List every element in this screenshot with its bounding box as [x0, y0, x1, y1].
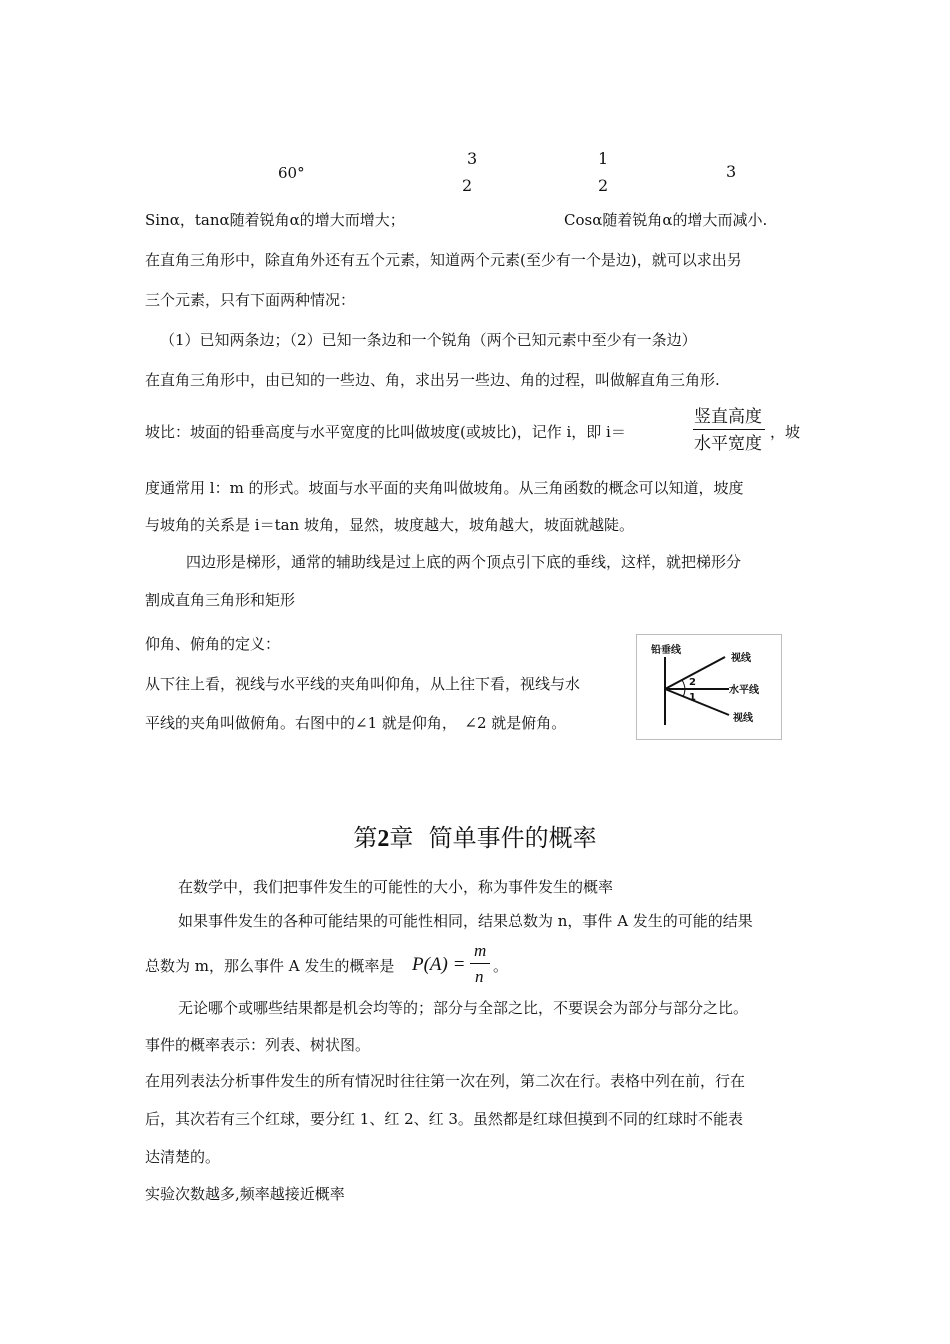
probability-definition: 在数学中，我们把事件发生的可能性的大小，称为事件发生的概率 [178, 878, 614, 896]
angle-2-label: 2 [689, 677, 696, 688]
sight-up-label: 视线 [731, 653, 751, 664]
elevation-title: 仰角、俯角的定义： [145, 635, 281, 653]
angle-60: 60° [278, 164, 305, 182]
formula-denominator: n [475, 967, 484, 986]
slope-definition-b: ，坡 [770, 423, 801, 441]
chapter-prefix: 第 [353, 824, 378, 852]
table-method-line-3: 达清楚的。 [145, 1148, 221, 1166]
horizontal-label: 水平线 [729, 685, 759, 696]
trapezoid-line-1: 四边形是梯形，通常的辅助线是过上底的两个顶点引下底的垂线，这样，就把梯形分 [186, 553, 742, 571]
chapter-number: 2 [377, 826, 390, 852]
chapter-suffix: 章 [389, 824, 414, 852]
slope-form-line-2: 与坡角的关系是 i＝tan 坡角，显然，坡度越大，坡角越大，坡面就越陡。 [145, 516, 634, 534]
angle-1-label: 1 [689, 692, 696, 703]
elevation-depression-figure [636, 634, 782, 740]
sin-denominator: 2 [462, 176, 473, 195]
chapter-title [0, 818, 950, 853]
equal-chance-note: 无论哪个或哪些结果都是机会均等的；部分与全部之比，不要误会为部分与部分之比。 [178, 999, 749, 1017]
slope-numerator: 竖直高度 [694, 407, 762, 427]
angle-arc-1 [683, 689, 685, 697]
slope-denominator: 水平宽度 [694, 434, 762, 454]
table-method-line-2: 后，其次若有三个红球，要分红 1、红 2、红 3。虽然都是红球但摸到不同的红球时不能表 [145, 1110, 743, 1128]
slope-definition-a: 坡比：坡面的铅垂高度与水平宽度的比叫做坡度(或坡比)，记作 i，即 i＝ [145, 423, 626, 441]
solve-definition: 在直角三角形中，由已知的一些边、角，求出另一些边、角的过程，叫做解直角三角形. [145, 371, 720, 389]
cos-numerator: 1 [598, 149, 609, 168]
elevation-line-2: 平线的夹角叫做俯角。右图中的∠1 就是仰角， ∠2 就是俯角。 [145, 714, 567, 732]
monotonic-right: Cosα随着锐角α的增大而减小. [564, 211, 768, 229]
experiment-note: 实验次数越多,频率越接近概率 [145, 1185, 345, 1203]
equal-outcomes-line-2b: 。 [493, 957, 509, 975]
probability-representation: 事件的概率表示：列表、树状图。 [145, 1036, 371, 1054]
figure-svg [637, 635, 781, 739]
monotonic-left: Sinα，tanα随着锐角α的增大而增大； [145, 211, 405, 229]
formula-lhs: P(A) = [412, 954, 466, 975]
sight-down-label: 视线 [733, 713, 753, 724]
tan-value: 3 [726, 162, 737, 181]
trapezoid-line-2: 割成直角三角形和矩形 [145, 591, 296, 609]
equal-outcomes-line-2a: 总数为 m，那么事件 A 发生的概率是 [145, 957, 395, 975]
five-elements-line-2: 三个元素，只有下面两种情况： [145, 291, 356, 309]
sight-line-down [665, 689, 729, 715]
formula-fraction-bar [470, 963, 490, 964]
elevation-line-1: 从下往上看，视线与水平线的夹角叫仰角，从上往下看，视线与水 [145, 675, 581, 693]
sin-numerator: 3 [467, 149, 478, 168]
table-method-line-1: 在用列表法分析事件发生的所有情况时往往第一次在列，第二次在行。表格中列在前，行在 [145, 1072, 746, 1090]
slope-fraction-bar [693, 429, 765, 430]
formula-numerator: m [474, 941, 487, 960]
angle-arc-2 [682, 680, 685, 689]
two-cases: （1）已知两条边；（2）已知一条边和一个锐角（两个已知元素中至少有一条边） [160, 331, 697, 349]
cos-denominator: 2 [598, 176, 609, 195]
five-elements-line-1: 在直角三角形中，除直角外还有五个元素，知道两个元素(至少有一个是边)，就可以求出另 [145, 251, 742, 269]
equal-outcomes-line-1: 如果事件发生的各种可能结果的可能性相同，结果总数为 n，事件 A 发生的可能的结果 [178, 912, 753, 930]
chapter-name: 简单事件的概率 [428, 824, 597, 852]
vertical-label: 铅垂线 [651, 645, 681, 656]
slope-form-line-1: 度通常用 l：m 的形式。坡面与水平面的夹角叫做坡角。从三角函数的概念可以知道，坡度 [145, 479, 744, 497]
